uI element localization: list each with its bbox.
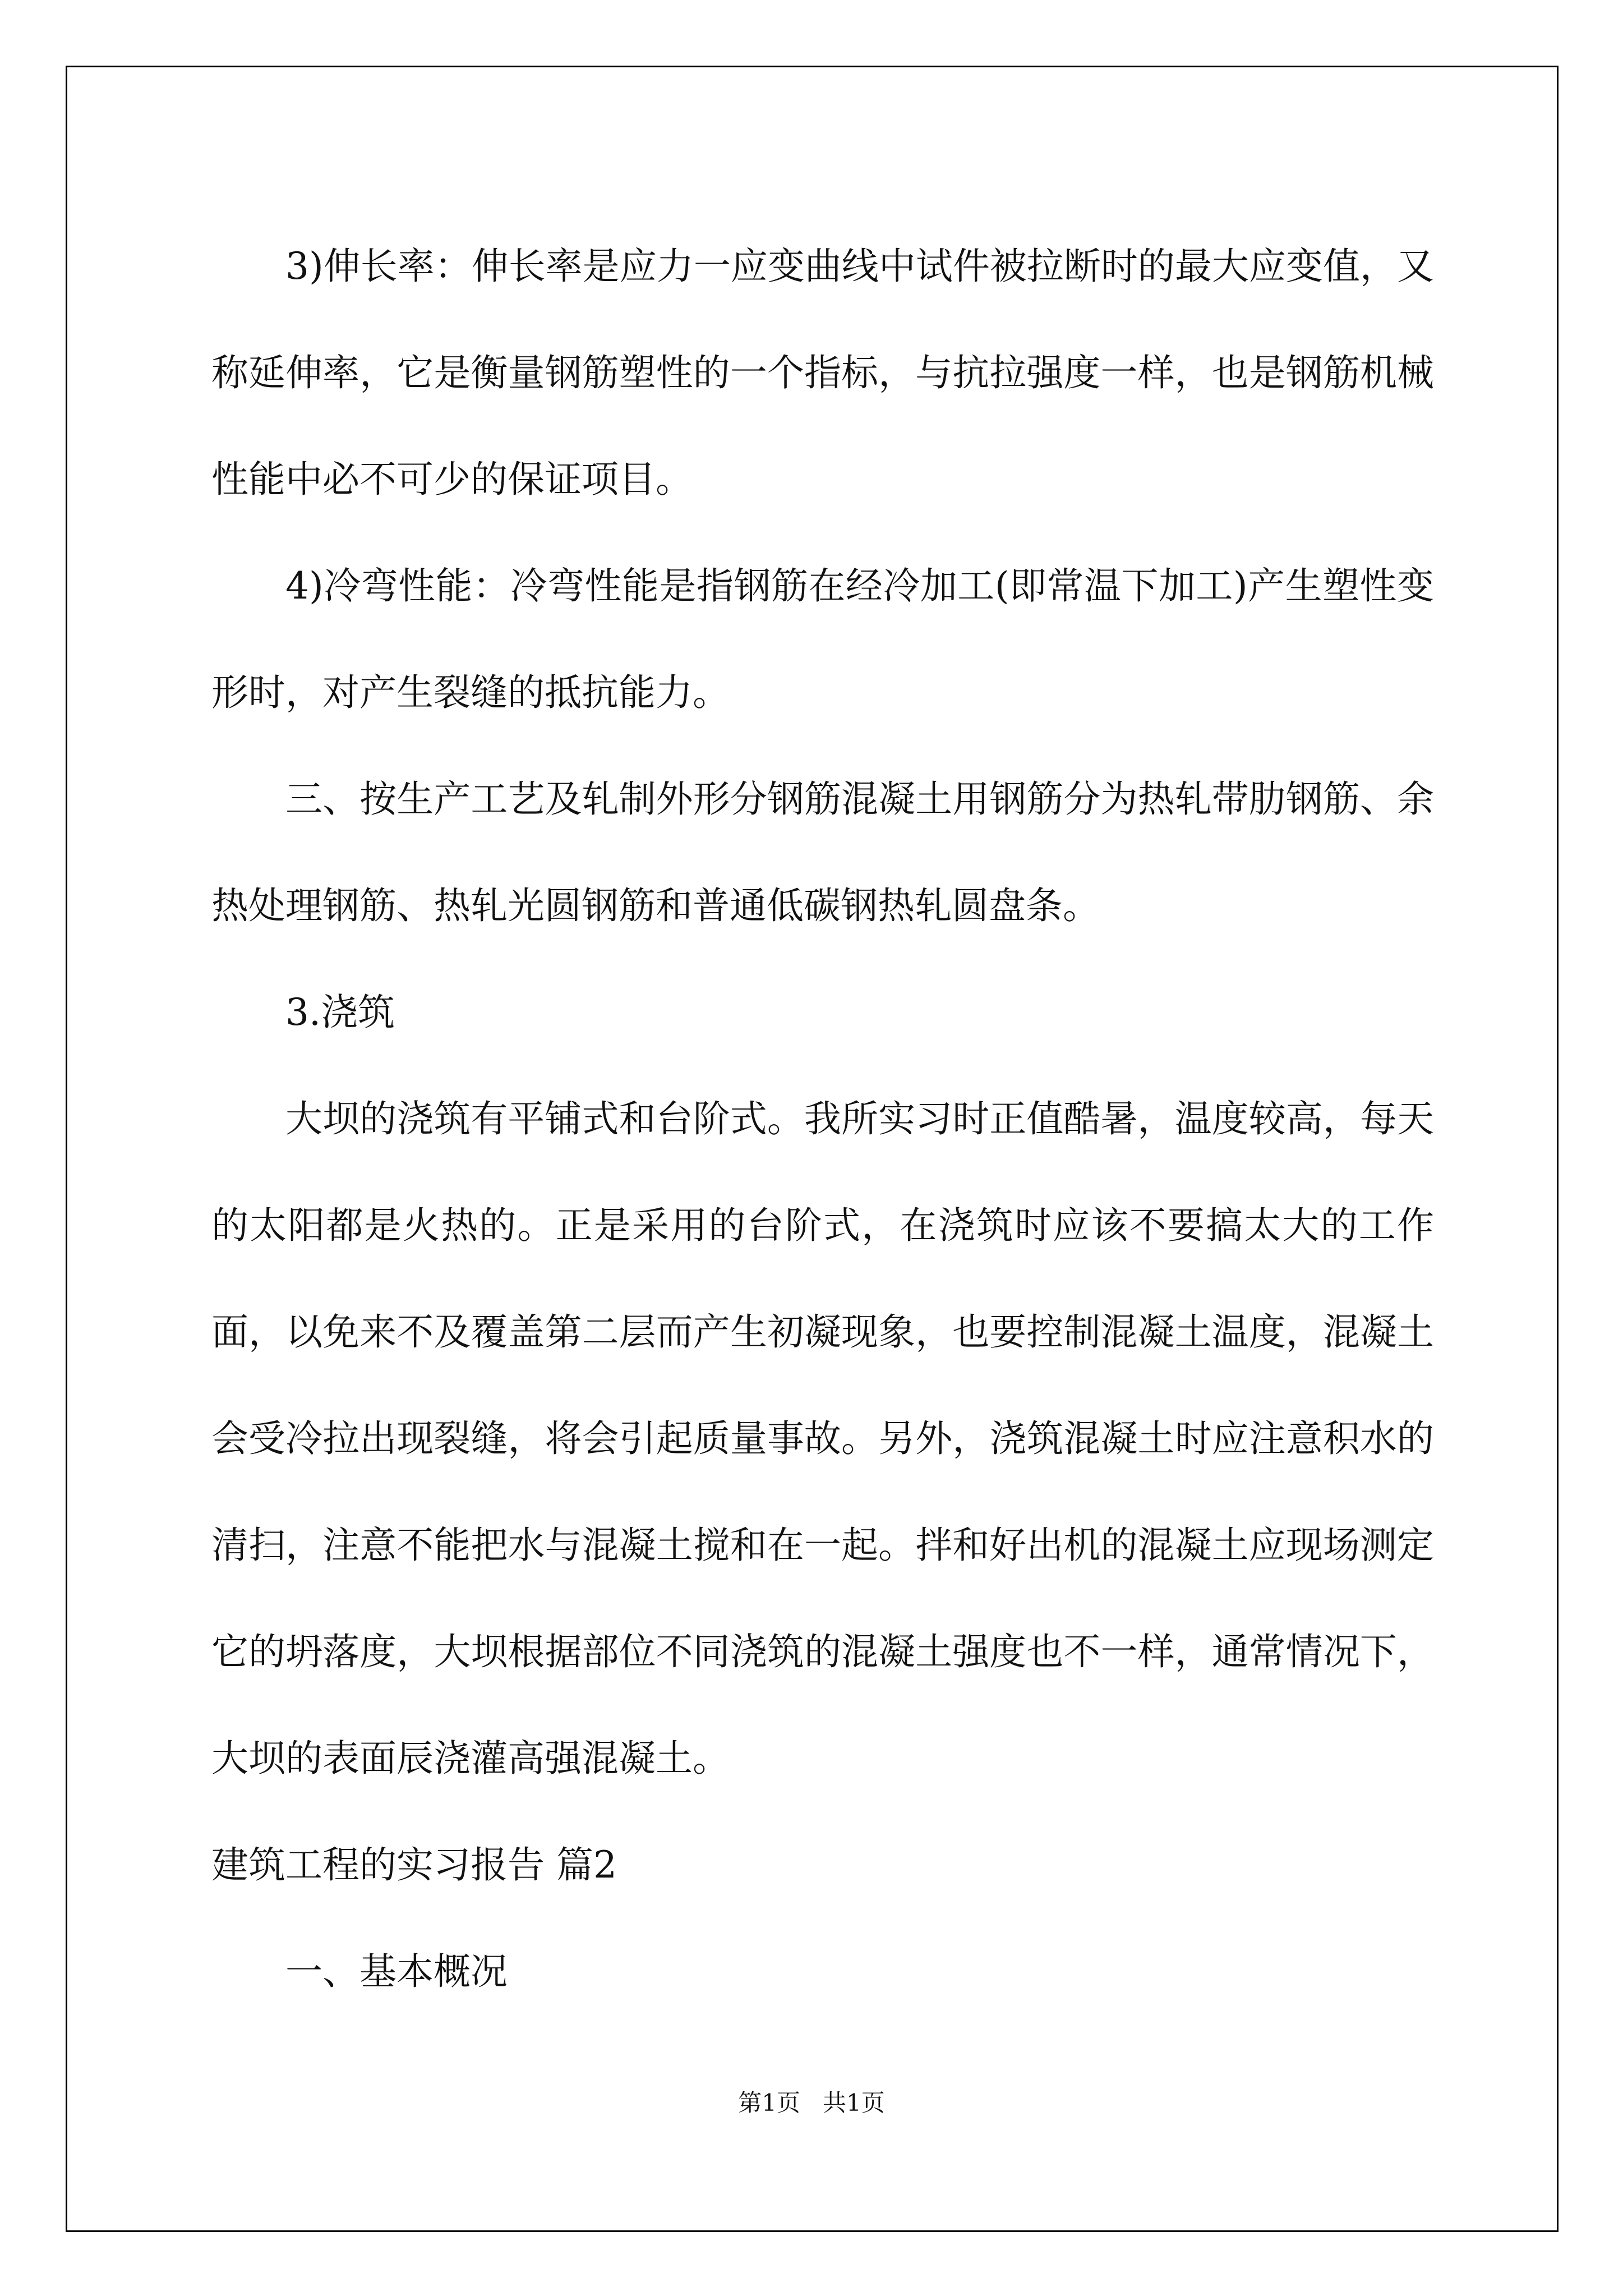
paragraph-rebar-classification: 三、按生产工艺及轧制外形分钢筋混凝土用钢筋分为热轧带肋钢筋、余热处理钢筋、热轧光圆钢筋和普通低碳钢热轧圆盘条。 bbox=[211, 777, 1434, 927]
section-title: 建筑工程的实习报告 篇2 bbox=[211, 1843, 617, 1887]
paragraph-elongation: 3)伸长率：伸长率是应力一应变曲线中试件被拉断时的最大应变值，又称延伸率，它是衡量钢筋塑性的一个指标，与抗拉强度一样，也是钢筋机械性能中必不可少的保证项目。 bbox=[211, 245, 1434, 501]
subsection-title: 一、基本概况 bbox=[285, 1950, 508, 1993]
paragraph-dam-pouring: 大坝的浇筑有平铺式和台阶式。我所实习时正值酷暑，温度较高，每天的太阳都是火热的。正是采用的台阶式，在浇筑时应该不要搞太大的工作面，以免来不及覆盖第二层而产生初凝现象，也要控制混凝土温度，混凝土会受冷拉出现裂缝，将会引起质量事故。另外，浇筑混凝土时应注意积水的清扫，注意不能把水与混凝土搅和在一起。拌和好出机的混凝土应现场测定它的坍落度，大坝根据部位不同浇筑的混凝土强度也不一样，通常情况下，大坝的表面辰浇灌高强混凝土。 bbox=[211, 1097, 1434, 1780]
paragraph-cold-bending: 4)冷弯性能：冷弯性能是指钢筋在经冷加工(即常温下加工)产生塑性变形时，对产生裂缝的抵抗能力。 bbox=[211, 564, 1434, 714]
document-body bbox=[211, 213, 1434, 2025]
page-footer: 第1页 共1页 bbox=[738, 2089, 885, 2116]
paragraph-pouring-heading: 3.浇筑 bbox=[285, 991, 395, 1034]
